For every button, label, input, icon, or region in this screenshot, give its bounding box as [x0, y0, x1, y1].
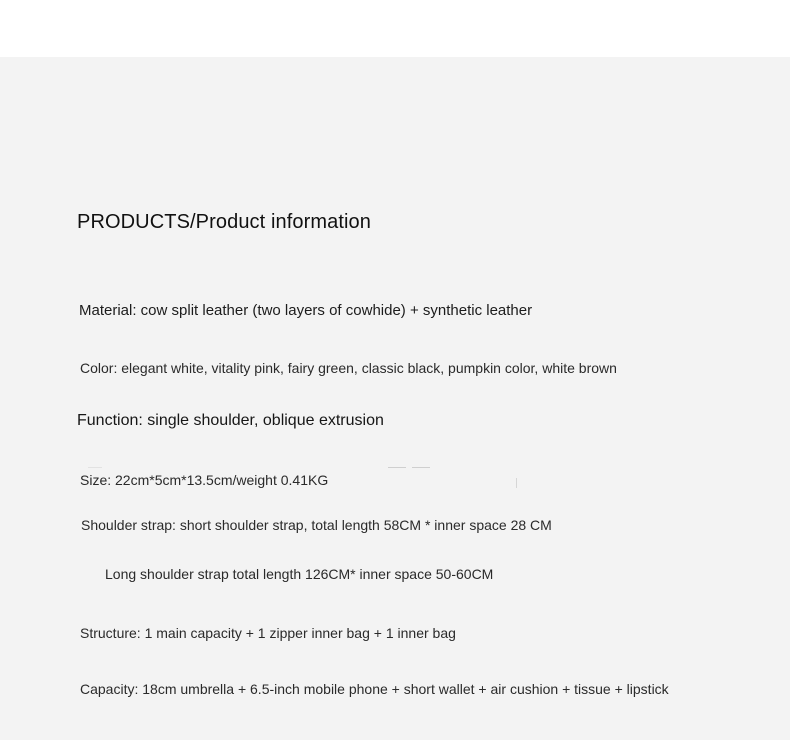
- text-artifact: [88, 467, 102, 468]
- function-spec: Function: single shoulder, oblique extrusion: [77, 412, 384, 429]
- shoulder-strap-long-spec: Long shoulder strap total length 126CM* inner space 50-60CM: [105, 566, 494, 582]
- structure-spec: Structure: 1 main capacity + 1 zipper inner bag + 1 inner bag: [80, 625, 456, 641]
- text-artifact: [412, 467, 430, 468]
- text-artifact: [516, 478, 517, 488]
- size-spec: Size: 22cm*5cm*13.5cm/weight 0.41KG: [80, 472, 329, 488]
- material-spec: Material: cow split leather (two layers of cowhide) + synthetic leather: [79, 302, 533, 319]
- color-spec: Color: elegant white, vitality pink, fairy green, classic black, pumpkin color, white brown: [80, 360, 617, 376]
- text-artifact: [388, 467, 406, 468]
- capacity-spec: Capacity: 18cm umbrella + 6.5-inch mobile phone + short wallet + air cushion + tissue + lipstick: [80, 681, 669, 697]
- shoulder-strap-short-spec: Shoulder strap: short shoulder strap, total length 58CM * inner space 28 CM: [81, 517, 552, 533]
- top-white-band: [0, 0, 790, 57]
- page-title: PRODUCTS/Product information: [77, 211, 372, 233]
